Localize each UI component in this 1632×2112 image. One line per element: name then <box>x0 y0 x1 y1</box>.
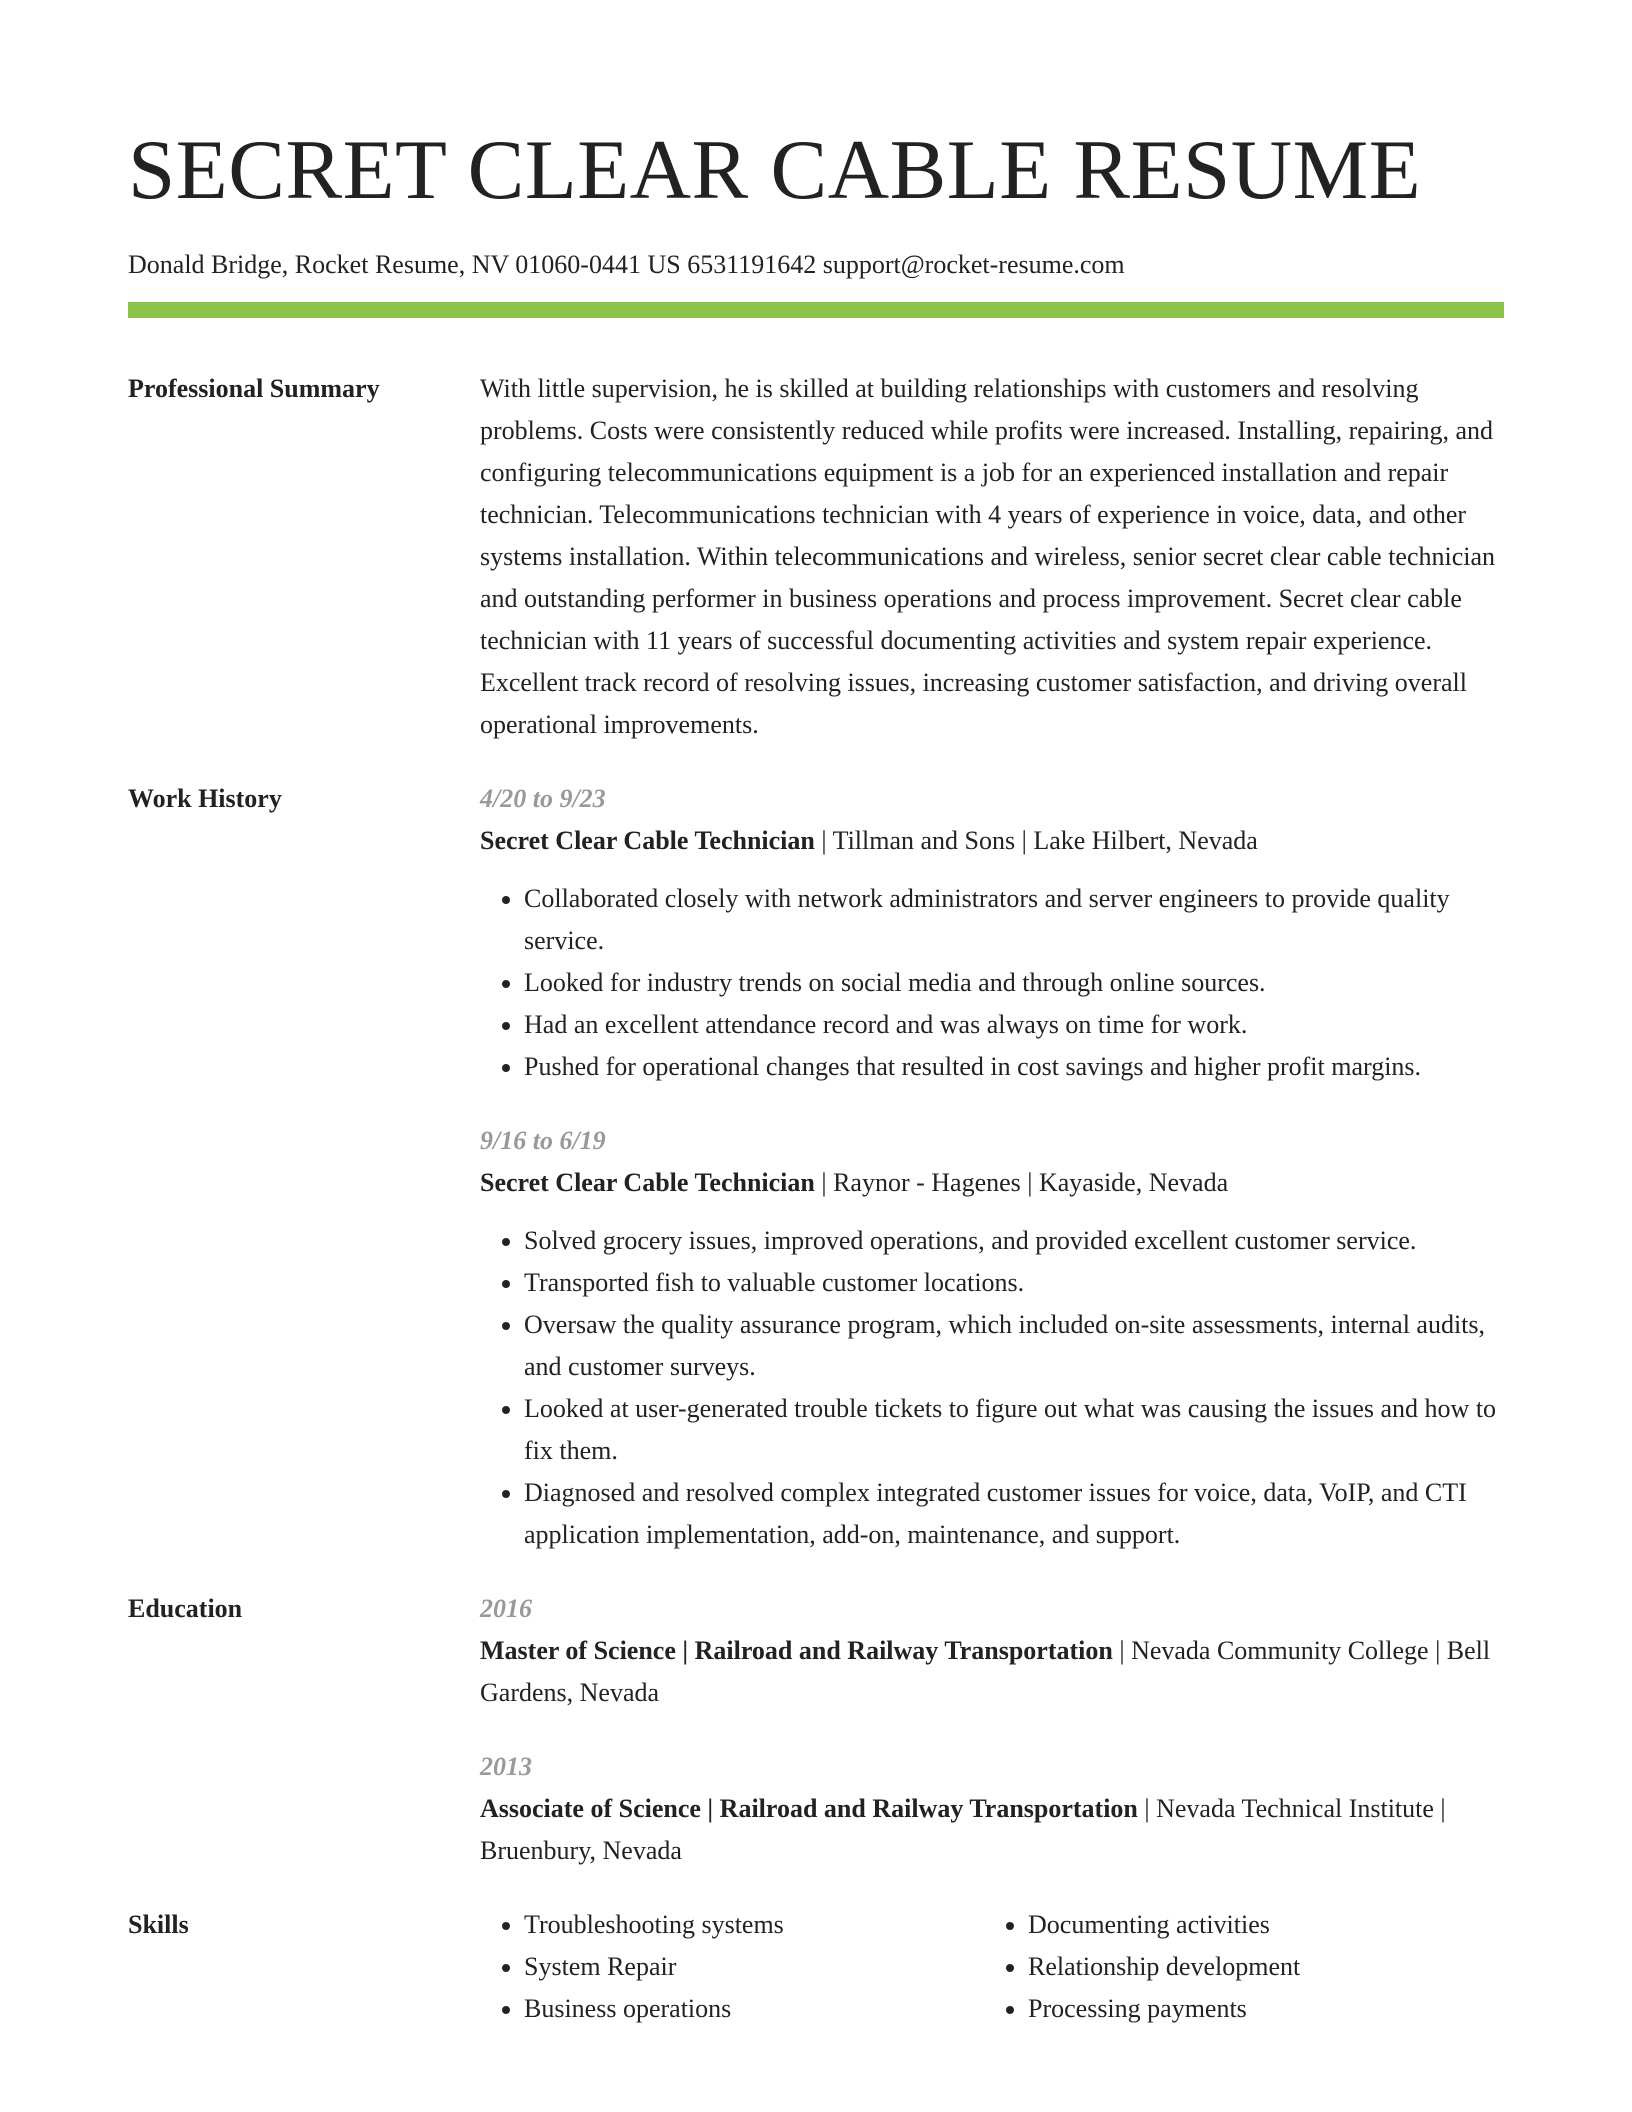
job-entry <box>480 1120 1504 1556</box>
section-heading-skills: Skills <box>128 1910 189 1939</box>
skill-item: • Business operations <box>524 1988 984 2030</box>
job-heading <box>480 1162 1504 1204</box>
school-location: | Nevada Community College | Bell Gardens, Nevada <box>480 1636 1491 1707</box>
skill-item: • Relationship development <box>1028 1946 1488 1988</box>
degree-title: Master of Science | Railroad and Railway Transportation <box>480 1636 1113 1665</box>
education-heading <box>480 1630 1504 1714</box>
skills-grid <box>480 1904 1504 2030</box>
school-location: | Nevada Technical Institute | Bruenbury, Nevada <box>480 1794 1446 1865</box>
job-bullet: • Oversaw the quality assurance program, which included on-site assessments, internal audits, and customer surveys. <box>524 1304 1504 1388</box>
education-year: 2013 <box>480 1752 532 1781</box>
job-bullets <box>480 878 1504 1088</box>
resume-page <box>128 0 1504 2030</box>
job-title: Secret Clear Cable Technician <box>480 826 815 855</box>
job-bullet: • Had an excellent attendance record and was always on time for work. <box>524 1004 1504 1046</box>
skills-column-left <box>480 1904 984 2030</box>
job-entry <box>480 778 1504 1088</box>
education-section <box>128 1588 1504 1872</box>
contact-info: Donald Bridge, Rocket Resume, NV 01060-0441 US 6531191642 support@rocket-resume.com <box>128 250 1125 279</box>
education-entry <box>480 1746 1504 1872</box>
education-entry <box>480 1588 1504 1714</box>
skills-section <box>128 1904 1504 2030</box>
degree-title: Associate of Science | Railroad and Railway Transportation <box>480 1794 1138 1823</box>
job-bullet: • Solved grocery issues, improved operations, and provided excellent customer service. <box>524 1220 1504 1262</box>
job-bullet: • Transported fish to valuable customer locations. <box>524 1262 1504 1304</box>
section-heading-work-history: Work History <box>128 784 282 813</box>
job-bullet: • Diagnosed and resolved complex integrated customer issues for voice, data, VoIP, and CTI application implementation, add-on, maintenance, and support. <box>524 1472 1504 1556</box>
job-dates: 4/20 to 9/23 <box>480 784 606 813</box>
work-history-section <box>128 778 1504 1556</box>
skill-item: • Documenting activities <box>1028 1904 1488 1946</box>
job-title: Secret Clear Cable Technician <box>480 1168 815 1197</box>
job-bullets <box>480 1220 1504 1556</box>
education-year: 2016 <box>480 1594 532 1623</box>
skill-item: • Troubleshooting systems <box>524 1904 984 1946</box>
section-heading-summary: Professional Summary <box>128 374 380 403</box>
job-heading <box>480 820 1504 862</box>
job-bullet: • Collaborated closely with network administrators and server engineers to provide quality service. <box>524 878 1504 962</box>
job-dates: 9/16 to 6/19 <box>480 1126 606 1155</box>
job-bullet: • Pushed for operational changes that resulted in cost savings and higher profit margins. <box>524 1046 1504 1088</box>
job-company-location: | Tillman and Sons | Lake Hilbert, Nevada <box>814 826 1258 855</box>
skills-column-right <box>984 1904 1488 2030</box>
skill-item: • System Repair <box>524 1946 984 1988</box>
accent-divider <box>128 302 1504 318</box>
skill-item: • Processing payments <box>1028 1988 1488 2030</box>
resume-title: SECRET CLEAR CABLE RESUME <box>128 123 1422 217</box>
job-bullet: • Looked at user-generated trouble tickets to figure out what was causing the issues and how to fix them. <box>524 1388 1504 1472</box>
summary-text: With little supervision, he is skilled at building relationships with customers and resolving problems. Costs were consistently reduced while profits were increased. Installing, repairing, and configuring telecommunications equipment is a job for an experienced installation and repair technician. Telecommunications technician with 4 years of experience in voice, data, and other systems installation. Within telecommunications and wireless, senior secret clear cable technician and outstanding performer in business operations and process improvement. Secret clear cable technician with 11 years of successful documenting activities and system repair experience. Excellent track record of resolving issues, increasing customer satisfaction, and driving overall operational improvements. <box>480 374 1496 739</box>
job-bullet: • Looked for industry trends on social media and through online sources. <box>524 962 1504 1004</box>
professional-summary-section <box>128 368 1504 746</box>
section-heading-education: Education <box>128 1594 243 1623</box>
education-heading <box>480 1788 1504 1872</box>
job-company-location: | Raynor - Hagenes | Kayaside, Nevada <box>814 1168 1229 1197</box>
